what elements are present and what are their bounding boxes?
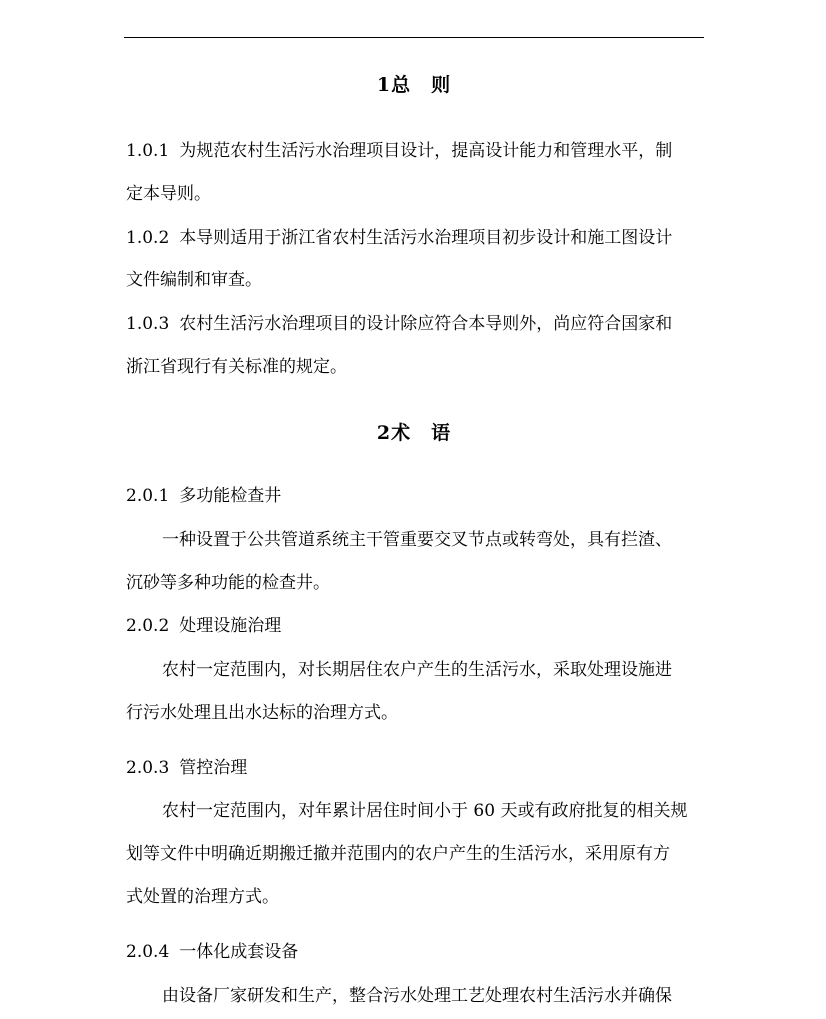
term-name: 管控治理 <box>179 758 248 778</box>
clause-1-0-3 <box>126 313 672 335</box>
term-definition: 由设备厂家研发和生产，整合污水处理工艺处理农村生活污水并确保 <box>162 986 672 1006</box>
term-number: 2.0.4 <box>126 942 170 962</box>
term-definition: 一种设置于公共管道系统主干管重要交叉节点或转弯处，具有拦渣、 <box>162 530 672 550</box>
clause-1-0-1-continued: 定本导则。 <box>126 184 211 204</box>
chapter-2-title: 2术 语 <box>376 422 452 444</box>
term-definition-continued: 划等文件中明确近期搬迁撤并范围内的农户产生的生活污水，采用原有方 <box>126 844 670 864</box>
term-name: 多功能检查井 <box>179 486 282 506</box>
header-rule <box>124 37 704 38</box>
term-definition-continued: 行污水处理且出水达标的治理方式。 <box>126 703 398 723</box>
term-2-0-4 <box>126 941 298 963</box>
clause-1-0-1 <box>126 140 672 162</box>
term-definition-continued: 沉砂等多种功能的检查井。 <box>126 573 330 593</box>
clause-1-0-3-continued: 浙江省现行有关标准的规定。 <box>126 357 347 377</box>
chapter-1-title: 1总 则 <box>376 74 452 96</box>
clause-number: 1.0.3 <box>126 314 170 334</box>
clause-number: 1.0.1 <box>126 141 170 161</box>
term-2-0-2 <box>126 615 281 637</box>
term-definition: 农村一定范围内，对长期居住农户产生的生活污水，采取处理设施进 <box>162 660 672 680</box>
term-number: 2.0.2 <box>126 616 170 636</box>
clause-text: 本导则适用于浙江省农村生活污水治理项目初步设计和施工图设计 <box>179 228 673 248</box>
clause-1-0-2-continued: 文件编制和审查。 <box>126 270 262 290</box>
term-definition: 农村一定范围内，对年累计居住时间小于 60 天或有政府批复的相关规 <box>162 801 688 821</box>
term-number: 2.0.3 <box>126 758 170 778</box>
clause-text: 为规范农村生活污水治理项目设计，提高设计能力和管理水平，制 <box>179 141 673 161</box>
clause-text: 农村生活污水治理项目的设计除应符合本导则外，尚应符合国家和 <box>179 314 673 334</box>
term-2-0-1 <box>126 485 281 507</box>
term-number: 2.0.1 <box>126 486 170 506</box>
clause-number: 1.0.2 <box>126 228 170 248</box>
term-2-0-3 <box>126 757 247 779</box>
term-name: 一体化成套设备 <box>179 942 299 962</box>
term-name: 处理设施治理 <box>179 616 282 636</box>
term-definition-continued: 式处置的治理方式。 <box>126 887 279 907</box>
clause-1-0-2 <box>126 227 672 249</box>
